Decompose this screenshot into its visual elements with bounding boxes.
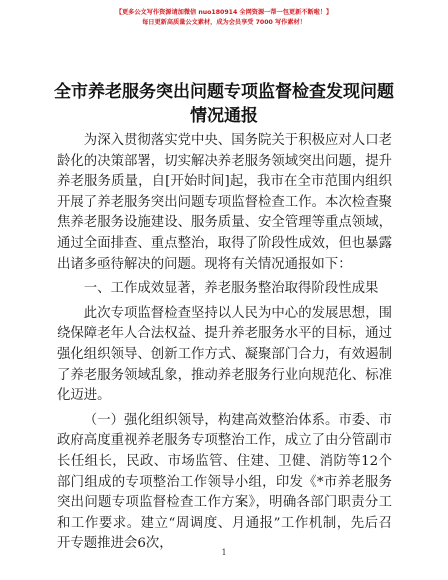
intro-paragraph: 为深入贯彻落实党中央、国务院关于积极应对人口老龄化的决策部署，切实解决养老服务领域突出问题，提升养老服务质量，自[开始时间]起，我市在全市范围内组织开展了养老服务突出问题专项监督检查工作。本次检查聚焦养老服务设施建设、服务质量、安全管理等重点领域，通过全面排查、重点整治，取得了阶段性成效，但也暴露出诸多亟待解决的问题。现将有关情况通报如下： [57, 133, 392, 272]
subsection-1-paragraph: （一）强化组织领导，构建高效整治体系。市委、市政府高度重视养老服务专项整治工作，成立了由分管副市长任组长，民政、市场监管、住建、卫健、消防等12个部门组成的专项整治工作领导小组，印发《*市养老服务突出问题专项监督检查工作方案》，明确各部门职责分工和工作要求。建立“周调度、月通报”工作机制，先后召开专题推进会6次， [57, 412, 392, 552]
section-heading-1: 一、工作成效显著，养老服务整治取得阶段性成果 [83, 281, 379, 297]
promo-banner [0, 8, 448, 28]
document-title-line-2: 情况通报 [190, 106, 258, 126]
document-title [40, 80, 408, 128]
document-body [57, 131, 392, 555]
section-1-paragraph: 此次专项监督检查坚持以人民为中心的发展思想，围绕保障老年人合法权益、提升养老服务水平的目标，通过强化组织领导、创新工作方式、凝聚部门合力，有效遏制了养老服务领域乱象，推动养老服务行业向规范化、标准化迈进。 [57, 305, 392, 404]
document-title-line-1: 全市养老服务突出问题专项监督检查发现问题 [54, 82, 394, 102]
promo-banner-line-1: 【更多公文写作资源请加微信 nuo180914 全网资源一帮一包更新不断啦！】 [115, 9, 333, 16]
promo-banner-line-2: 每日更新高质量公文素材，成为会员享受 7000 写作素材！ [142, 19, 306, 26]
page-number: 1 [221, 548, 227, 557]
